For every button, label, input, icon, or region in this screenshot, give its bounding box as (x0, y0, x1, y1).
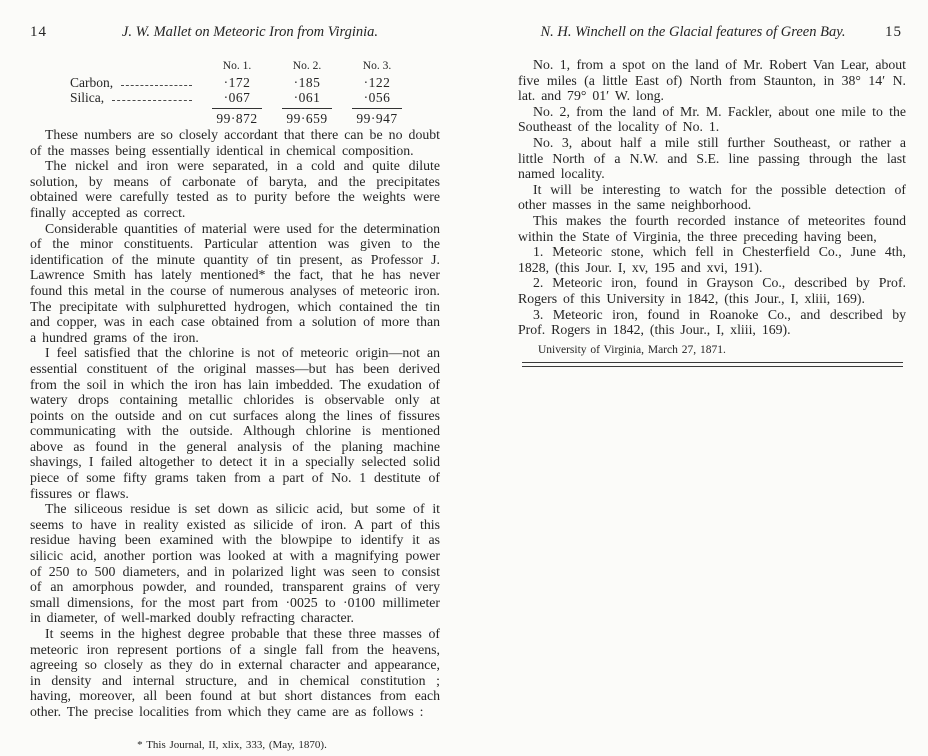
double-rule-divider (522, 362, 903, 367)
paragraph: 2. Meteoric iron, found in Grayson Co., described by Prof. Rogers of this University in 1842, (this Jour., I, xliii, 169). (518, 275, 906, 306)
dotted-leader (121, 85, 192, 86)
right-page-body (518, 57, 906, 358)
journal-page-right (464, 0, 928, 756)
paragraph: The siliceous residue is set down as silicic acid, but some of it seems to have in reality existed as silicide of iron. A part of this residue having been examined with the blowpipe to identify it as silicic acid, another portion was looked at with a magnifying power of 250 to 500 diameters, and in polarized light was seen to consist of an amorphous powder, and rounded, transparent grains of very small dimensions, for the most part from ·0025 to ·0100 millimeter in diameter, of well-marked doubly refracting character. (30, 501, 440, 626)
row-label-text: Carbon, (70, 75, 114, 90)
total-value-2: 99·659 (286, 111, 328, 126)
silica-value-3: ·056 (363, 90, 391, 105)
total-value-1: 99·872 (216, 111, 258, 126)
silica-row-label (70, 90, 202, 105)
paragraph: This makes the fourth recorded instance of meteorites found within the State of Virginia, the three preceding having been, (518, 212, 906, 244)
paragraph: It seems in the highest degree probable that these three masses of meteoric iron represent portions of a single fall from the heavens, agreeing so closely as they do in external character and appearance, in density and internal structure, and in chemical constitution ; having, moreover, all been found at but short distances from each other. The precise localities from which they came are as follows : (30, 626, 440, 719)
table-col-header: No. 1. (222, 60, 252, 72)
paragraph: Considerable quantities of material were used for the determination of the minor constituents. Particular attention was given to the identification of the minute quantity of tin present, as Professor J. Lawrence Smith has lately mentioned* the fact, that he has never found this metal in the course of numerous analyses of meteoric iron. The precipitate with sulphuretted hydrogen, which contained the tin and copper, was in each case obtained from a solution of more than a hundred grams of the iron. (30, 220, 440, 345)
table-col-header: No. 2. (292, 60, 322, 72)
paragraph: No. 3, about half a mile still further Southeast, or rather a little North of a N.W. and S.E. line passing through the last named locality. (518, 134, 906, 182)
silica-value-2: ·061 (293, 90, 321, 105)
analysis-table (70, 60, 412, 126)
left-page-body (30, 127, 440, 720)
paragraph: 1. Meteoric stone, which fell in Chesterfield Co., June 4th, 1828, (this Jour. I, xv, 195 and xvi, 191). (518, 244, 906, 275)
paragraph: I feel satisfied that the chlorine is not of meteoric origin—not an essential constituent of the original masses—but has been derived from the soil in which the iron has lain imbedded. The exudation of watery drops containing metallic chlorides is observable only at points on the outside and on cut surfaces along the lines of fissures communicating with the outside. Although chlorine is mentioned above as found in the general analysis of the planing machine shavings, I failed altogether to detect it in a specially selected solid piece of some fifty grams taken from a part of No. 1 destitute of fissures or flaws. (30, 345, 440, 501)
silica-value-1: ·067 (223, 90, 251, 105)
paragraph: No. 1, from a spot on the land of Mr. Robert Van Lear, about five miles (a little East of) North from Staunton, in 38° 14′ N. lat. and 79° 01′ W. long. (518, 57, 906, 104)
dotted-leader (112, 100, 192, 101)
running-title-right: N. H. Winchell on the Glacial features of Green Bay. (540, 24, 846, 40)
paragraph: No. 2, from the land of Mr. M. Fackler, about one mile to the Southeast of the locality of No. 1. (518, 103, 906, 135)
total-value-3: 99·947 (356, 111, 398, 126)
paragraph: These numbers are so closely accordant that there can be no doubt of the masses being essentially identical in chemical composition. (30, 127, 440, 158)
row-label-text: Silica, (70, 90, 105, 105)
table-corner-cell (70, 60, 202, 75)
carbon-row-label (70, 75, 202, 90)
carbon-value-1: ·172 (223, 75, 251, 90)
page-number-right: 15 (885, 24, 902, 40)
paragraph: It will be interesting to watch for the possible detection of other masses in the same neighborhood. (518, 181, 906, 213)
page-number-left: 14 (30, 24, 47, 40)
running-title-left: J. W. Mallet on Meteoric Iron from Virginia. (121, 24, 379, 40)
carbon-value-3: ·122 (363, 75, 391, 90)
carbon-value-2: ·185 (293, 75, 321, 90)
table-col-header: No. 3. (362, 60, 392, 72)
empty-cell (70, 111, 202, 126)
paragraph: 3. Meteoric iron, found in Roanoke Co., and described by Prof. Rogers in 1842, (this Jour., I, xliii, 169). (518, 306, 906, 338)
paragraph: The nickel and iron were separated, in a cold and quite dilute solution, by means of carbonate of baryta, and the precipitates obtained were carefully tested as to purity before the weights were finally accepted as correct. (30, 158, 440, 220)
footnote: * This Journal, II, xlix, 333, (May, 1870). (137, 739, 327, 751)
dateline-signoff: University of Virginia, March 27, 1871. (538, 343, 726, 356)
